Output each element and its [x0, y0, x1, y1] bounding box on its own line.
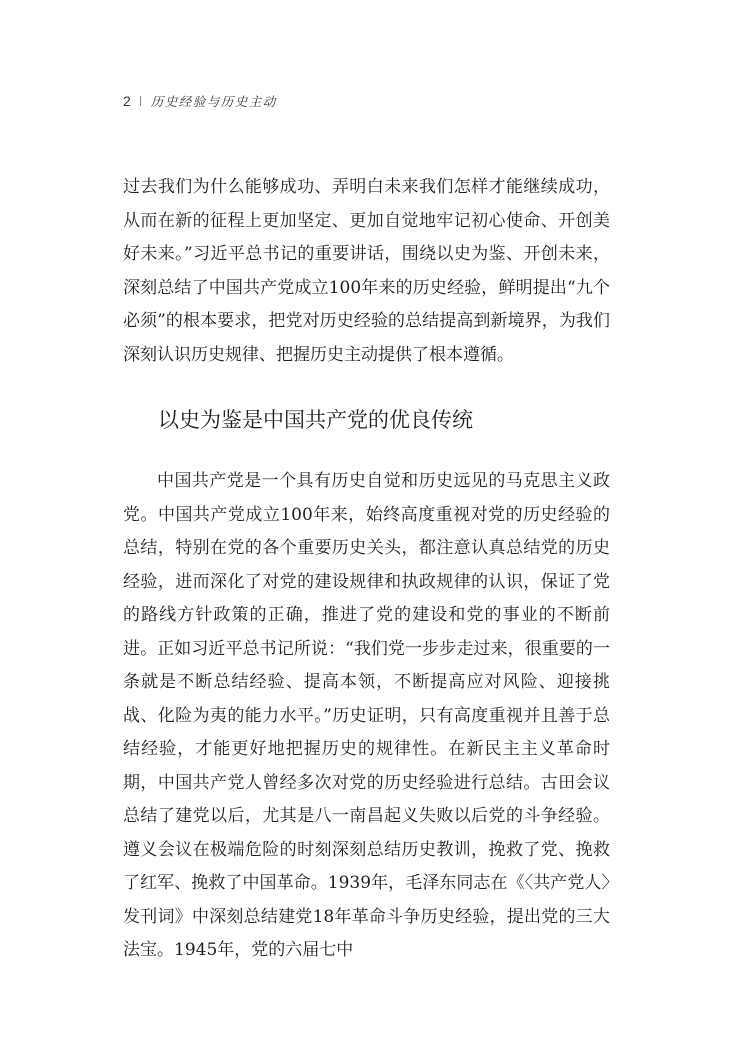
page-number: 2 — [123, 93, 131, 109]
book-title: 历史经验与历史主动 — [150, 94, 277, 109]
section-heading: 以史为鉴是中国共产党的优良传统 — [158, 408, 473, 432]
body-paragraph-2: 中国共产党是一个具有历史自觉和历史远见的马克思主义政党。中国共产党成立100年来，始终高度重视对党的历史经验的总结，特别在党的各个重要历史关头，都注意认真总结党的历史经验，进而深化了对党的建设规律和执政规律的认识，保证了党的路线方针政策的正确，推进了党的建设和党的事业的不断前进。正如习近平总书记所说：“我们党一步步走过来，很重要的一条就是不断总结经验、提高本领，不断提高应对风险、迎接挑战、化险为夷的能力水平。”历史证明，只有高度重视并且善于总结经验，才能更好地把握历史的规律性。在新民主主义革命时期，中国共产党人曾经多次对党的历史经验进行总结。古田会议总结了建党以后，尤其是八一南昌起义失败以后党的斗争经验。遵义会议在极端危险的时刻深刻总结历史教训，挽救了党、挽救了红军、挽救了中国革命。1939年，毛泽东同志在《〈共产党人〉发刊词》中深刻总结建党18年革命斗争历史经验，提出党的三大法宝。1945年，党的六届七中 — [123, 471, 610, 960]
running-header — [123, 91, 277, 111]
body-paragraph-1: 过去我们为什么能够成功、弄明白未来我们怎样才能继续成功，从而在新的征程上更加坚定、更加自觉地牢记初心使命、开创美好未来。”习近平总书记的重要讲话，围绕以史为鉴、开创未来，深刻总结了中国共产党成立100年来的历史经验，鲜明提出“九个必须”的根本要求，把党对历史经验的总结提高到新境界，为我们深刻认识历史规律、把握历史主动提供了根本遵循。 — [123, 177, 610, 365]
header-divider — [140, 96, 141, 106]
